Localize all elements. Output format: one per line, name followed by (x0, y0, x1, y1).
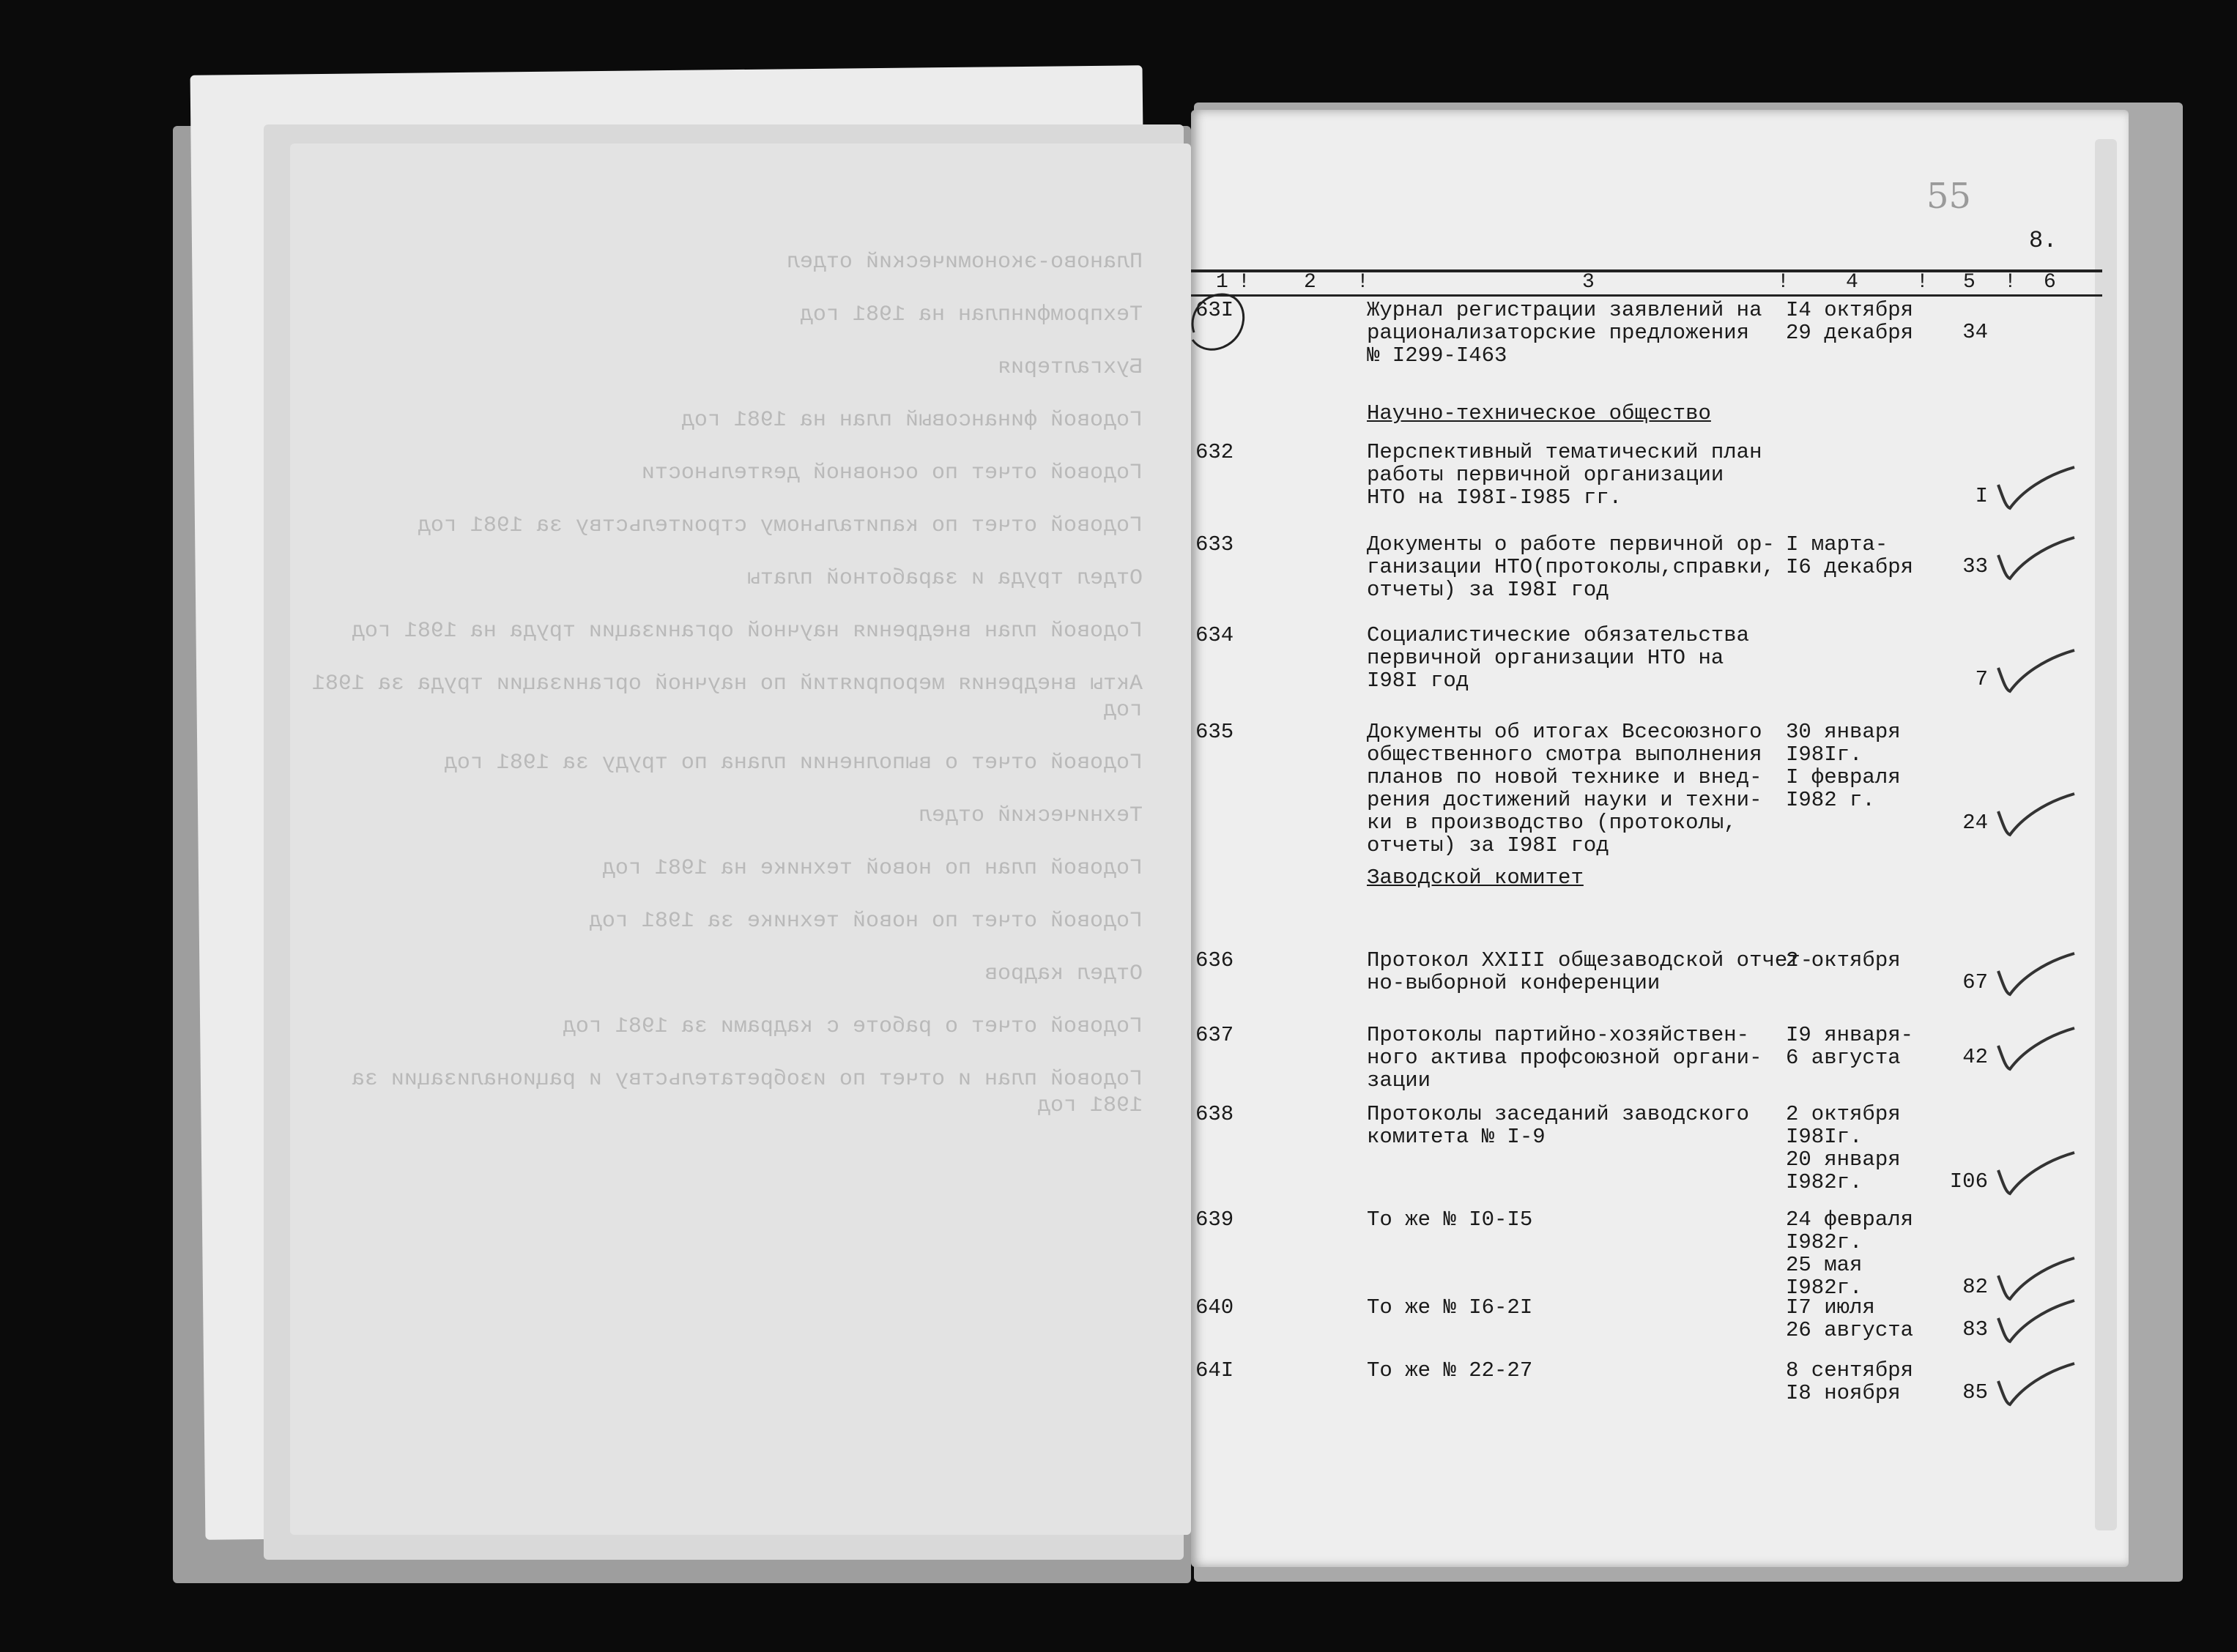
entry-sheets: 82 (1962, 1275, 1988, 1299)
entry-title: Документы об итогах Всесоюзного общественного смотра выполнения планов по новой технике и внед- рения достижений науки и техни- ки в производство (протоколы, отчеты) за I98I год (1367, 720, 1762, 857)
entry-dates: I9 января- 6 августа (1786, 1023, 1914, 1070)
entry-title: То же № 22-27 (1367, 1358, 1533, 1383)
mirrored-line: Годовой отчет по новой технике за 1981 год (588, 909, 1143, 934)
entry-sheets: 42 (1962, 1045, 1988, 1069)
checkmark-icon (1992, 1148, 2080, 1199)
column-header: 4 (1846, 271, 1858, 294)
entry-num: 639 (1195, 1208, 1234, 1232)
entry-sheets: I (1975, 484, 1988, 508)
entry-title: Протоколы партийно-хозяйствен- ного актива профсоюзной органи- зации (1367, 1023, 1762, 1093)
entry-dates: I7 июля 26 августа (1786, 1295, 1914, 1342)
column-separator: ! (1777, 271, 1789, 294)
mirrored-line: Годовой план и отчет по изобретательству и рационализации за 1981 год (351, 1067, 1143, 1118)
mirrored-line: Годовой план по новой технике на 1981 год (601, 856, 1143, 881)
section-heading: Научно-техническое общество (1367, 401, 1711, 425)
column-header: 6 (2044, 271, 2056, 294)
entry-num: 633 (1195, 532, 1234, 557)
mirrored-line: Техпромфинплан на 1981 год (799, 302, 1143, 327)
checkmark-icon (1992, 1296, 2080, 1347)
entry-sheets: I06 (1949, 1169, 1988, 1194)
entry-title: Документы о работе первичной ор- ганизации НТО(протоколы,справки, отчеты) за I98I год (1367, 532, 1775, 602)
entry-sheets: 24 (1962, 811, 1988, 835)
entry-sheets: 34 (1962, 320, 1988, 344)
page-number: 8. (2029, 227, 2058, 254)
entry-sheets: 7 (1975, 667, 1988, 691)
column-header: 2 (1304, 271, 1316, 294)
entry-dates: I4 октября 29 декабря (1786, 298, 1914, 345)
entry-dates: 30 января I98Iг. I февраля I982 г. (1786, 720, 1901, 812)
entry-dates: 24 февраля I982г. 25 мая I982г. (1786, 1208, 1914, 1300)
entry-num: 636 (1195, 948, 1234, 972)
entry-sheets: 67 (1962, 970, 1988, 994)
column-separator: ! (1916, 271, 1929, 294)
entry-num: 63I (1195, 298, 1234, 322)
checkmark-icon (1992, 463, 2080, 514)
entry-num: 634 (1195, 623, 1234, 647)
checkmark-icon (1992, 533, 2080, 584)
page-edge (2095, 139, 2117, 1530)
mirrored-line: Бухгалтерия (997, 355, 1143, 380)
mirrored-line: Годовой отчет по капитальному строительству за 1981 год (417, 513, 1143, 538)
column-header: 3 (1582, 271, 1595, 294)
column-header: 1 (1216, 271, 1228, 294)
mirrored-line: Годовой отчет о работе с кадрами за 1981 год (562, 1014, 1143, 1039)
entry-title: Протокол XXIII общезаводской отчет- но-выборной конференции (1367, 948, 1814, 995)
column-separator: ! (2004, 271, 2017, 294)
entry-sheets: 85 (1962, 1380, 1988, 1404)
mirrored-line: Годовой отчет по основной деятельности (641, 461, 1143, 485)
entry-sheets: 83 (1962, 1317, 1988, 1342)
column-separator: ! (1357, 271, 1369, 294)
column-separator: ! (1238, 271, 1250, 294)
mirrored-line: Годовой план внедрения научной организации труда на 1981 год (351, 619, 1143, 644)
entry-num: 640 (1195, 1295, 1234, 1320)
entry-num: 638 (1195, 1102, 1234, 1126)
mirrored-line: Годовой отчет о выполнении плана по труду за 1981 год (443, 751, 1143, 775)
mirrored-line: Годовой финансовый план на 1981 год (680, 408, 1143, 433)
entry-title: Перспективный тематический план работы первичной организации НТО на I98I-I985 гг. (1367, 440, 1762, 510)
entry-dates: I марта- I6 декабря (1786, 532, 1914, 579)
archive-stamp: 55 (1926, 176, 1972, 217)
entry-dates: 8 сентября I8 ноября (1786, 1358, 1914, 1405)
checkmark-icon (1992, 1359, 2080, 1410)
checkmark-icon (1992, 789, 2080, 841)
entry-title: То же № I0-I5 (1367, 1208, 1533, 1232)
entry-dates: 2 октября (1786, 948, 1901, 972)
entry-num: 637 (1195, 1023, 1234, 1047)
mirrored-line: Отдел кадров (984, 961, 1143, 986)
column-header-row (1191, 269, 2102, 297)
checkmark-icon (1992, 1024, 2080, 1075)
mirrored-line: Планово-экономический отдел (786, 250, 1143, 275)
checkmark-icon (1992, 949, 2080, 1000)
entry-title: Журнал регистрации заявлений на рационализаторские предложения № I299-I463 (1367, 298, 1762, 368)
entry-title: Социалистические обязательства первичной организации НТО на I98I год (1367, 623, 1750, 693)
mirrored-line: Акты внедрения мероприятий по научной организации труда за 1981 год (311, 671, 1143, 723)
entry-dates: 2 октября I98Iг. 20 января I982г. (1786, 1102, 1901, 1194)
mirrored-line: Технический отдел (918, 803, 1143, 828)
entry-num: 64I (1195, 1358, 1234, 1383)
mirrored-line: Отдел труда и заработной платы (746, 566, 1143, 591)
entry-num: 635 (1195, 720, 1234, 744)
entry-title: Протоколы заседаний заводского комитета № I-9 (1367, 1102, 1750, 1149)
entry-title: То же № I6-2I (1367, 1295, 1533, 1320)
entry-sheets: 33 (1962, 554, 1988, 578)
circled-number-mark (1179, 281, 1260, 362)
section-heading: Заводской комитет (1367, 866, 1584, 890)
entry-num: 632 (1195, 440, 1234, 464)
checkmark-icon (1992, 646, 2080, 697)
column-header: 5 (1963, 271, 1976, 294)
left-page-mirrored-text (293, 249, 1143, 1145)
